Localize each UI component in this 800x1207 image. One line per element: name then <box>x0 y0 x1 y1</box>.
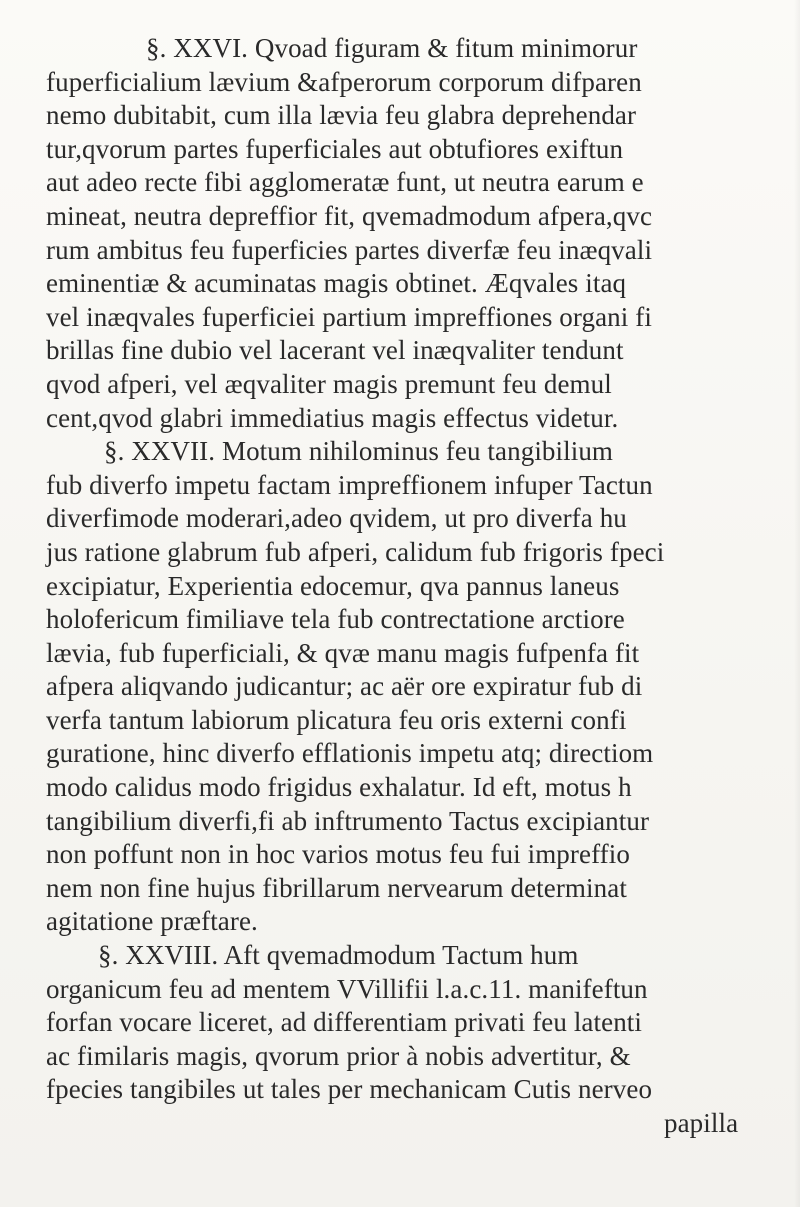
text-line: tur,qvorum partes fuperficiales aut obtufiores exiftun <box>46 133 624 164</box>
text-line: guratione, hinc diverfo efflationis impetu atq; directiom <box>46 738 654 769</box>
text-line: eminentiæ & acuminatas magis obtinet. Æqvales itaq <box>46 268 627 299</box>
text-line: organicum feu ad mentem VVillifii l.a.c.11. manifeftun <box>46 973 648 1004</box>
text-line: jus ratione glabrum fub afperi, calidum fub frigoris fpeci <box>46 536 665 567</box>
text-line: modo calidus modo frigidus exhalatur. Id eft, motus h <box>46 772 632 803</box>
catchword: papilla <box>664 1108 739 1138</box>
text-line: excipiatur, Experientia edocemur, qva pannus laneus <box>46 570 620 601</box>
text-line: lævia, fub fuperficiali, & qvæ manu magis fufpenfa fit <box>46 637 640 668</box>
text-line: mineat, neutra depreffior fit, qvemadmodum afpera,qvc <box>46 200 653 231</box>
text-line: tangibilium diverfi,fi ab inftrumento Tactus excipiantur <box>46 805 650 836</box>
text-line: rum ambitus feu fuperficies partes diverfæ feu inæqvali <box>46 234 653 265</box>
document-body <box>46 32 800 1141</box>
text-line: ac fimilaris magis, qvorum prior à nobis advertitur, & <box>46 1040 631 1071</box>
page-edge-shadow <box>794 0 800 1207</box>
text-line: agitatione præftare. <box>46 906 258 937</box>
text-line: §. XXVIII. Aft qvemadmodum Tactum hum <box>98 940 579 971</box>
text-line: fub diverfo impetu factam impreffionem infuper Tactun <box>46 469 653 500</box>
text-line: cent,qvod glabri immediatius magis effectus videtur. <box>46 402 619 433</box>
text-line: afpera aliqvando judicantur; ac aër ore expiratur fub di <box>46 671 643 702</box>
text-line: vel inæqvales fuperficiei partium impreffiones organi fi <box>46 301 652 332</box>
text-line: aut adeo recte fibi agglomeratæ funt, ut neutra earum e <box>46 167 644 198</box>
text-line: fpecies tangibiles ut tales per mechanicam Cutis nerveo <box>46 1074 653 1105</box>
text-line: §. XXVII. Motum nihilominus feu tangibilium <box>104 436 614 467</box>
text-line: §. XXVI. Qvoad figuram & fitum minimorur <box>146 33 638 63</box>
text-line: brillas fine dubio vel lacerant vel inæqvaliter tendunt <box>46 335 624 366</box>
text-line: verfa tantum labiorum plicatura feu oris externi confi <box>46 704 627 735</box>
text-line: fuperficialium lævium &afperorum corporum difparen <box>46 66 642 97</box>
text-line: diverfimode moderari,adeo qvidem, ut pro diverfa hu <box>46 503 627 534</box>
text-line: nemo dubitabit, cum illa lævia feu glabra deprehendar <box>46 100 637 131</box>
text-line: qvod afperi, vel æqvaliter magis premunt feu demul <box>46 368 612 399</box>
text-line: non poffunt non in hoc varios motus feu fui impreffio <box>46 839 630 870</box>
text-line: forfan vocare liceret, ad differentiam privati feu latenti <box>46 1007 643 1038</box>
text-line: nem non fine hujus fibrillarum nervearum determinat <box>46 872 627 903</box>
text-line: holofericum fimiliave tela fub contrectatione arctiore <box>46 604 625 635</box>
